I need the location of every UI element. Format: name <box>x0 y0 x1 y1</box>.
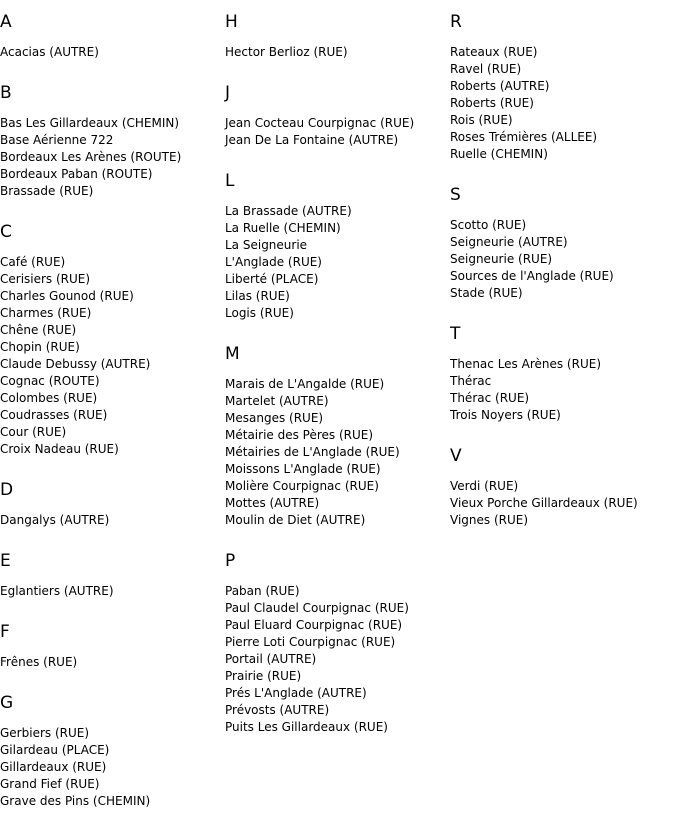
street-item: Eglantiers (AUTRE) <box>0 584 114 598</box>
street-item: Jean De La Fontaine (AUTRE) <box>225 133 399 147</box>
letter-heading: B <box>0 83 12 103</box>
street-item: Mottes (AUTRE) <box>225 496 320 510</box>
street-list <box>0 512 225 529</box>
letter-group-t <box>450 324 675 424</box>
street-item: Thenac Les Arènes (RUE) <box>450 357 601 371</box>
street-item: Lilas (RUE) <box>225 289 290 303</box>
street-item: Brassade (RUE) <box>0 184 94 198</box>
street-item: Grave des Pins (CHEMIN) <box>0 794 151 808</box>
street-list <box>225 376 450 529</box>
letter-group-b <box>0 83 225 200</box>
letter-group-j <box>225 83 450 149</box>
street-item: Charmes (RUE) <box>0 306 92 320</box>
street-item: Paban (RUE) <box>225 584 300 598</box>
letter-group-d <box>0 480 225 529</box>
street-list <box>225 203 450 322</box>
street-item: Cerisiers (RUE) <box>0 272 91 286</box>
street-list <box>225 583 450 736</box>
street-item: La Ruelle (CHEMIN) <box>225 221 341 235</box>
street-item: Seigneurie (AUTRE) <box>450 235 568 249</box>
group-spacer <box>225 61 450 83</box>
street-item: Bordeaux Les Arènes (ROUTE) <box>0 150 182 164</box>
letter-heading: C <box>0 222 12 242</box>
street-item: Bordeaux Paban (ROUTE) <box>0 167 153 181</box>
group-spacer <box>0 200 225 222</box>
group-spacer <box>225 149 450 171</box>
street-item: Ravel (RUE) <box>450 62 522 76</box>
street-item: Charles Gounod (RUE) <box>0 289 134 303</box>
group-spacer <box>0 529 225 551</box>
letter-group-c <box>0 222 225 458</box>
street-item: Gerbiers (RUE) <box>0 726 90 740</box>
street-item: Métairie des Pères (RUE) <box>225 428 374 442</box>
street-item: Puits Les Gillardeaux (RUE) <box>225 720 388 734</box>
street-item: Seigneurie (RUE) <box>450 252 553 266</box>
street-item: Vignes (RUE) <box>450 513 529 527</box>
street-item: Verdi (RUE) <box>450 479 519 493</box>
street-item: Gilardeau (PLACE) <box>0 743 110 757</box>
street-list <box>450 217 675 302</box>
street-item: La Brassade (AUTRE) <box>225 204 352 218</box>
street-item: Coudrasses (RUE) <box>0 408 108 422</box>
street-item: Mesanges (RUE) <box>225 411 324 425</box>
street-list <box>0 725 225 810</box>
letter-heading: A <box>0 12 12 32</box>
street-item: Chêne (RUE) <box>0 323 77 337</box>
street-item: Moissons L'Anglade (RUE) <box>225 462 381 476</box>
street-item: Jean Cocteau Courpignac (RUE) <box>225 116 415 130</box>
letter-group-l <box>225 171 450 322</box>
street-item: Dangalys (AUTRE) <box>0 513 110 527</box>
street-item: Roberts (RUE) <box>450 96 534 110</box>
street-list <box>0 44 225 61</box>
group-spacer <box>450 302 675 324</box>
street-item: Hector Berlioz (RUE) <box>225 45 348 59</box>
street-item: Molière Courpignac (RUE) <box>225 479 379 493</box>
street-list <box>0 115 225 200</box>
street-item: Cognac (ROUTE) <box>0 374 100 388</box>
letter-heading: D <box>0 480 14 500</box>
street-item: Bas Les Gillardeaux (CHEMIN) <box>0 116 180 130</box>
letter-group-s <box>450 185 675 302</box>
group-spacer <box>450 163 675 185</box>
letter-heading: G <box>0 693 14 713</box>
street-item: Grand Fief (RUE) <box>0 777 100 791</box>
letter-heading: R <box>450 12 462 32</box>
street-list <box>0 654 225 671</box>
letter-heading: E <box>0 551 11 571</box>
letter-group-r <box>450 12 675 163</box>
street-item: Cour (RUE) <box>0 425 67 439</box>
letter-heading: H <box>225 12 238 32</box>
street-item: Scotto (RUE) <box>450 218 527 232</box>
letter-heading: V <box>450 446 462 466</box>
street-item: Paul Claudel Courpignac (RUE) <box>225 601 409 615</box>
street-item: Croix Nadeau (RUE) <box>0 442 119 456</box>
letter-group-f <box>0 622 225 671</box>
street-item: Frênes (RUE) <box>0 655 78 669</box>
index-column-2 <box>225 12 450 736</box>
street-item: Portail (AUTRE) <box>225 652 317 666</box>
street-item: Paul Eluard Courpignac (RUE) <box>225 618 403 632</box>
street-item: Acacias (AUTRE) <box>0 45 99 59</box>
street-list <box>450 356 675 424</box>
letter-heading: P <box>225 551 236 571</box>
street-list <box>450 44 675 163</box>
street-item: Stade (RUE) <box>450 286 523 300</box>
street-list <box>0 254 225 458</box>
street-item: Moulin de Diet (AUTRE) <box>225 513 366 527</box>
group-spacer <box>0 671 225 693</box>
street-item: Métairies de L'Anglade (RUE) <box>225 445 400 459</box>
street-list <box>450 478 675 529</box>
street-item: Prairie (RUE) <box>225 669 302 683</box>
street-item: Rateaux (RUE) <box>450 45 538 59</box>
street-item: Ruelle (CHEMIN) <box>450 147 548 161</box>
street-item: Prés L'Anglade (AUTRE) <box>225 686 367 700</box>
index-column-3 <box>450 12 675 529</box>
letter-group-h <box>225 12 450 61</box>
street-item: Marais de L'Angalde (RUE) <box>225 377 385 391</box>
group-spacer <box>450 424 675 446</box>
street-item: Martelet (AUTRE) <box>225 394 329 408</box>
street-item: Trois Noyers (RUE) <box>450 408 561 422</box>
street-item: Rois (RUE) <box>450 113 513 127</box>
group-spacer <box>225 322 450 344</box>
group-spacer <box>0 600 225 622</box>
index-column-1 <box>0 12 225 810</box>
street-item: Thérac <box>450 374 492 388</box>
street-item: Logis (RUE) <box>225 306 294 320</box>
street-item: Colombes (RUE) <box>0 391 98 405</box>
street-item: Vieux Porche Gillardeaux (RUE) <box>450 496 638 510</box>
street-item: Café (RUE) <box>0 255 66 269</box>
letter-heading: J <box>225 83 231 103</box>
street-item: Prévosts (AUTRE) <box>225 703 330 717</box>
letter-heading: M <box>225 344 240 364</box>
group-spacer <box>225 529 450 551</box>
letter-group-p <box>225 551 450 736</box>
letter-heading: S <box>450 185 461 205</box>
letter-group-g <box>0 693 225 810</box>
street-item: Liberté (PLACE) <box>225 272 319 286</box>
group-spacer <box>0 458 225 480</box>
street-item: Sources de l'Anglade (RUE) <box>450 269 614 283</box>
street-item: L'Anglade (RUE) <box>225 255 322 269</box>
street-item: La Seigneurie <box>225 238 308 252</box>
street-item: Gillardeaux (RUE) <box>0 760 107 774</box>
letter-group-m <box>225 344 450 529</box>
street-item: Roses Trémières (ALLEE) <box>450 130 598 144</box>
street-item: Base Aérienne 722 <box>0 133 114 147</box>
letter-heading: F <box>0 622 10 642</box>
street-item: Pierre Loti Courpignac (RUE) <box>225 635 396 649</box>
street-item: Chopin (RUE) <box>0 340 80 354</box>
letter-heading: T <box>450 324 461 344</box>
letter-heading: L <box>225 171 235 191</box>
letter-group-e <box>0 551 225 600</box>
group-spacer <box>0 61 225 83</box>
street-list <box>0 583 225 600</box>
street-list <box>225 115 450 149</box>
letter-group-a <box>0 12 225 61</box>
street-item: Claude Debussy (AUTRE) <box>0 357 151 371</box>
street-item: Thérac (RUE) <box>450 391 530 405</box>
street-item: Roberts (AUTRE) <box>450 79 550 93</box>
street-list <box>225 44 450 61</box>
letter-group-v <box>450 446 675 529</box>
